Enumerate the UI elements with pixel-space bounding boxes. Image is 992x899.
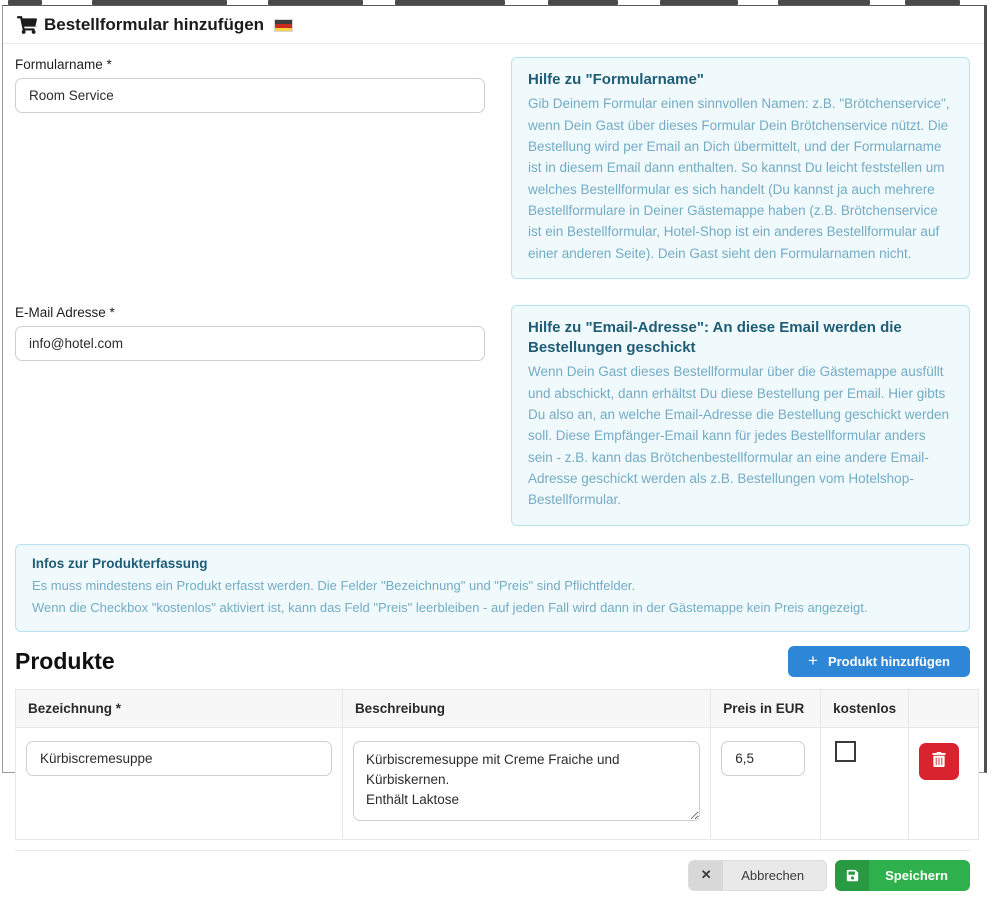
- help-box-email-text: Wenn Dein Gast dieses Bestellformular über die Gästemappe ausfüllt und abschickt, dann erhältst Du diese Bestellung per Email. Hier gibts Du also an, an welche Email-Adresse die Bestellung geschickt werden soll. Diese Empfänger-Email kann für jedes Bestellformular anders sein - z.B. kann das Brötchenbestellformular an eine andere Email-Adresse geschickt werden als z.B. Bestellungen vom Hotelshop-Bestellformular.: [528, 364, 949, 508]
- plus-icon: +: [808, 650, 818, 670]
- product-free-checkbox[interactable]: [835, 741, 856, 762]
- help-box-formularname-text: Gib Deinem Formular einen sinnvollen Namen: z.B. "Brötchenservice", wenn Dein Gast über dieses Formular Dein Brötchenservice nützt. Die Bestellung wird per Email an Dich übermittelt, und der Formularname ist in diesem Email dann enthalten. So kannst Du leicht feststellen um welches Bestellformular es sich handelt (Du kannst ja auch mehrere Bestellformulare in Deiner Gästemappe haben (z.B. Brötchenservice ist ein Bestellformular, Hotel-Shop ist ein anderes Bestellformular auf einer anderen Seite). Dein Gast sieht den Formularnamen nicht.: [528, 96, 950, 261]
- delete-product-button[interactable]: [919, 743, 959, 780]
- products-table-header-row: [16, 689, 979, 727]
- add-product-button-label: Produkt hinzufügen: [827, 653, 950, 669]
- cancel-button-label: Abbrechen: [741, 867, 805, 883]
- products-section-title: Produkte: [15, 647, 115, 674]
- email-field-group: [15, 305, 485, 361]
- cancel-button[interactable]: [688, 860, 827, 891]
- formularname-input[interactable]: [15, 78, 485, 113]
- header-actions: [909, 689, 979, 727]
- header-kostenlos: kostenlos: [821, 689, 909, 727]
- save-button[interactable]: [835, 860, 970, 891]
- add-product-button[interactable]: [788, 646, 970, 677]
- dialog-body: [3, 44, 984, 840]
- product-info-box: [15, 544, 970, 632]
- product-info-title: Infos zur Produkterfassung: [32, 555, 208, 571]
- close-icon: ✕: [689, 861, 723, 890]
- product-name-input[interactable]: [26, 741, 332, 776]
- formularname-label: Formularname *: [15, 57, 112, 72]
- products-table: [15, 689, 979, 840]
- shopping-cart-icon: [17, 16, 37, 34]
- help-box-email: [511, 305, 970, 526]
- header-preis: Preis in EUR: [711, 689, 821, 727]
- trash-icon: [932, 752, 946, 770]
- product-price-input[interactable]: [721, 741, 805, 776]
- help-box-formularname: [511, 57, 970, 279]
- header-beschreibung: Beschreibung: [342, 689, 710, 727]
- email-input[interactable]: [15, 326, 485, 361]
- email-label: E-Mail Adresse *: [15, 304, 115, 320]
- dialog-footer: [15, 850, 970, 899]
- dialog-header: [3, 6, 984, 44]
- german-flag-icon: [274, 19, 293, 32]
- product-description-textarea[interactable]: [353, 741, 700, 821]
- save-button-label: Speichern: [885, 867, 948, 883]
- help-box-formularname-title: Hilfe zu "Formularname": [528, 71, 704, 88]
- formularname-field-group: [15, 57, 485, 113]
- header-bezeichnung: Bezeichnung *: [16, 689, 343, 727]
- save-icon: [835, 860, 869, 891]
- product-row: [16, 727, 979, 839]
- help-box-email-title: Hilfe zu "Email-Adresse": An diese Email werden die Bestellungen geschickt: [528, 318, 902, 357]
- product-info-line2: Wenn die Checkbox "kostenlos" aktiviert ist, kann das Feld "Preis" leerbleiben - auf jeden Fall wird dann in der Gästemappe kein Preis angezeigt.: [32, 599, 868, 615]
- add-order-form-dialog: [2, 5, 987, 883]
- product-info-line1: Es muss mindestens ein Produkt erfasst werden. Die Felder "Bezeichnung" und "Preis" sind Pflichtfelder.: [32, 577, 636, 593]
- dialog-title: Bestellformular hinzufügen: [44, 15, 265, 34]
